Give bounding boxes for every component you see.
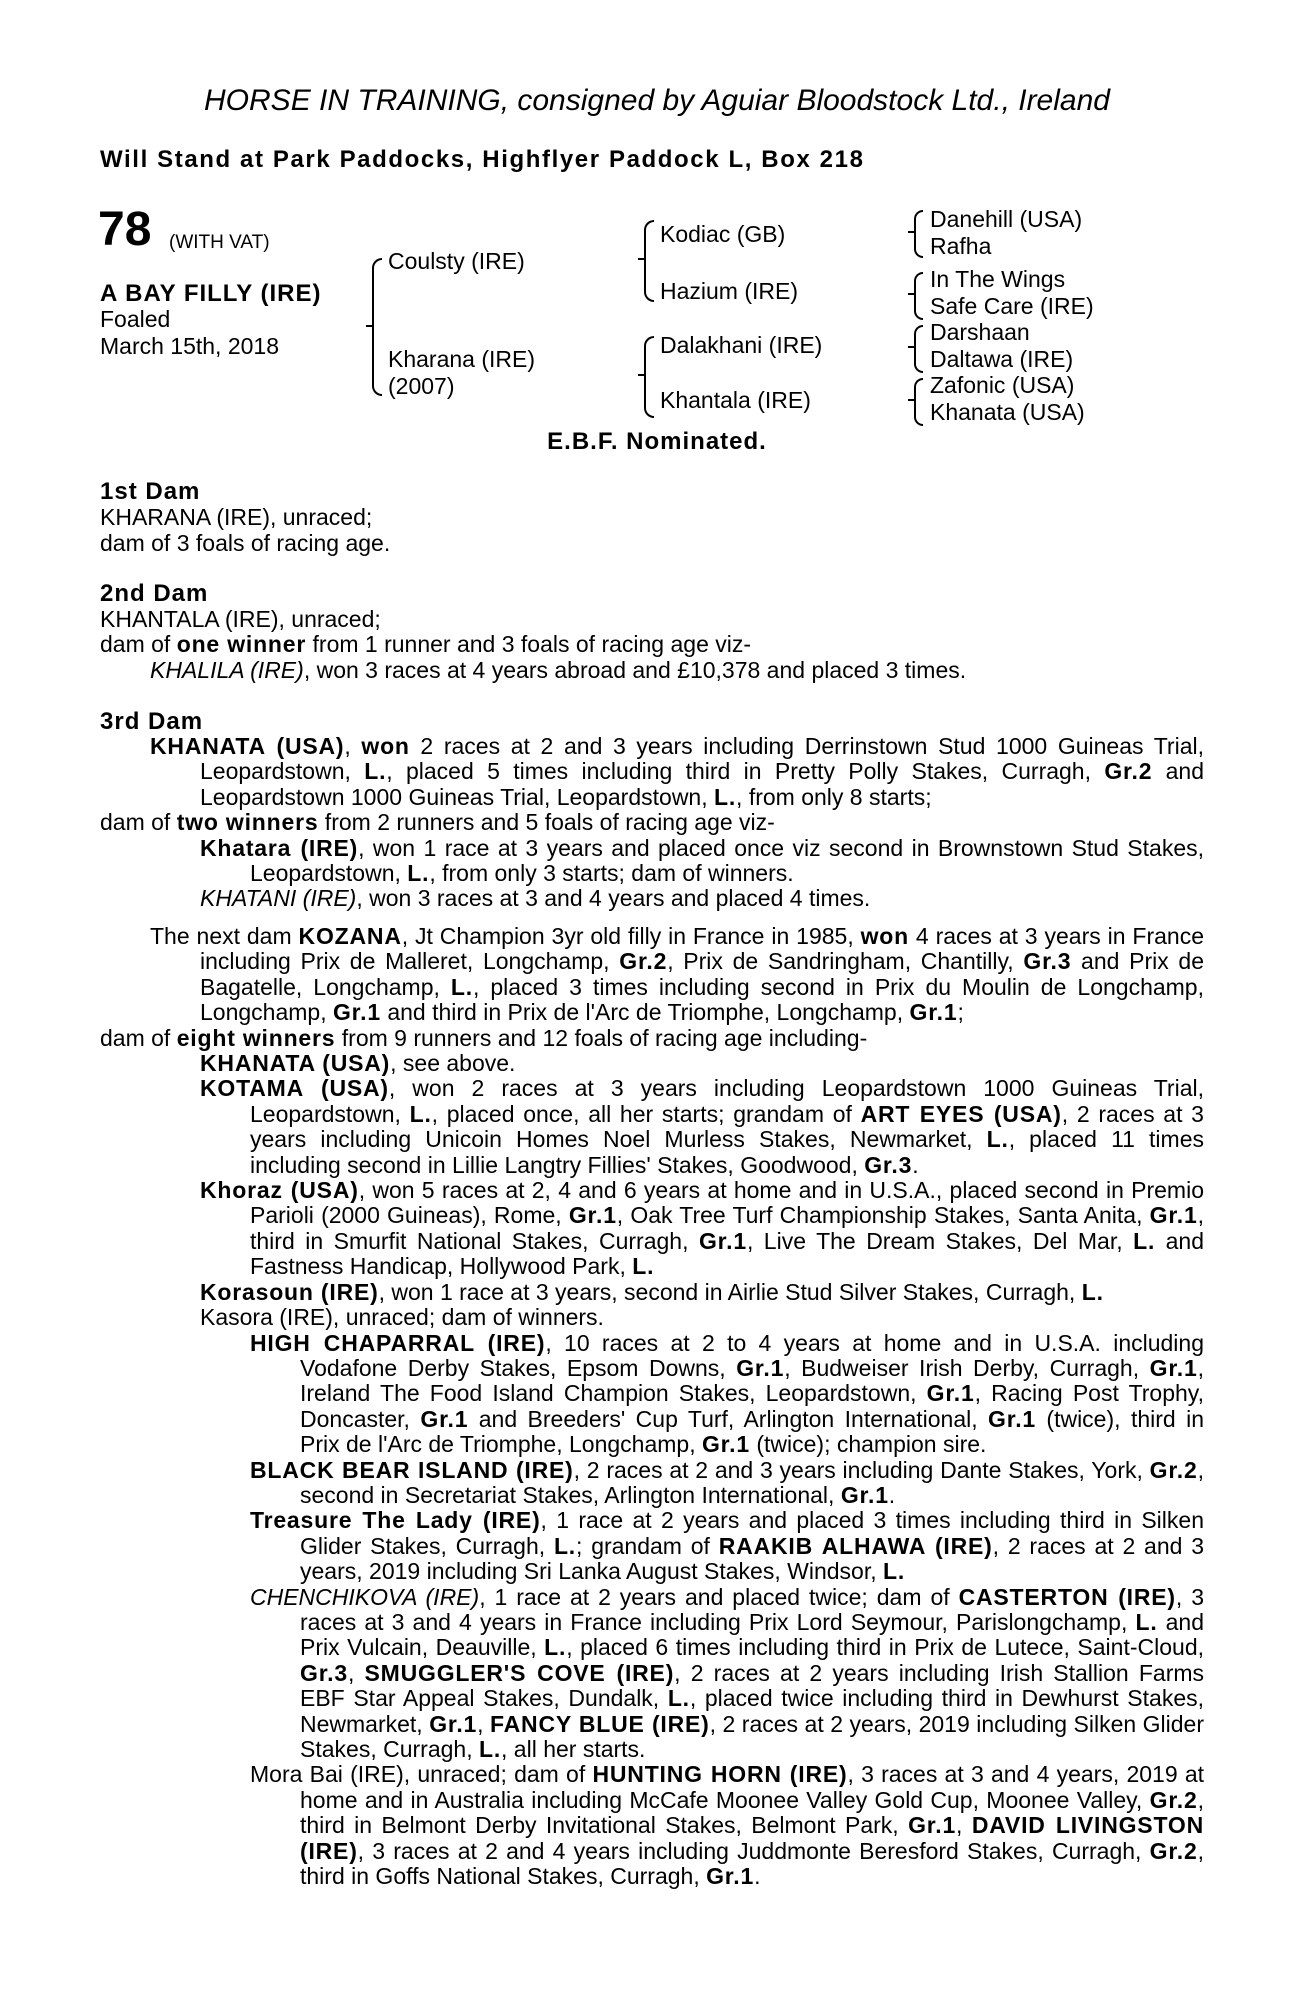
pedigree-bracket-1 xyxy=(372,258,382,396)
third-dam-progeny-2: KHATANI (IRE), won 3 races at 3 and 4 years and placed 4 times. xyxy=(200,885,871,912)
ebf-nominated: E.B.F. Nominated. xyxy=(547,428,767,455)
foaled-label: Foaled xyxy=(100,306,171,332)
dam-year: (2007) xyxy=(388,373,455,399)
kasora-progeny-chenchikova: CHENCHIKOVA (IRE), 1 race at 2 years and placed twice; dam of CASTERTON (IRE), 3 races at 3 and 4 years in France including Prix Lord Seymour, Parislongchamp, L. and Prix Vulcain, Deauville, L., placed 6 times including third in Prix de Lutece, Saint-Cloud, Gr.3, SMUGGLER'S COVE (IRE), 2 races at 2 years including Irish Stallion Farms EBF Star Appeal Stakes, Dundalk, L., placed twice including third in Dewhurst Stakes, Newmarket, Gr.1, FANCY BLUE (IRE), 2 races at 2 years, 2019 including Silken Glider Stakes, Curragh, L., all her starts. xyxy=(250,1583,1205,1762)
next-dam-progeny-kotama: KOTAMA (USA), won 2 races at 3 years including Leopardstown 1000 Guineas Trial, Leopardstown, L., placed once, all her starts; grandam of ART EYES (USA), 2 races at 3 years including Unicoin Homes Noel Murless Stakes, Newmarket, L., placed 11 times including second in Lillie Langtry Fillies' Stakes, Goodwood, Gr.3. xyxy=(200,1075,1204,1178)
page-title: HORSE IN TRAINING, consigned by Aguiar Bloodstock Ltd., Ireland xyxy=(204,84,1110,117)
sire-name: Coulsty (IRE) xyxy=(388,248,525,274)
third-dam-title: 3rd Dam xyxy=(100,708,204,735)
next-dam-progeny-khoraz: Khoraz (USA), won 5 races at 2, 4 and 6 years at home and in U.S.A., placed second in Premio Parioli (2000 Guineas), Rome, Gr.1, Oak Tree Turf Championship Stakes, Santa Anita, Gr.1, third in Smurfit National Stakes, Curragh, Gr.1, Live The Dream Stakes, Del Mar, L. and Fastness Handicap, Hollywood Park, L. xyxy=(200,1177,1204,1280)
gg-name-2: Rafha xyxy=(930,233,992,259)
gg-name-7: Zafonic (USA) xyxy=(930,372,1075,398)
gg-name-4: Safe Care (IRE) xyxy=(930,293,1094,319)
foaled-date: March 15th, 2018 xyxy=(100,333,280,359)
third-dam-section xyxy=(100,734,1204,912)
pedigree-bracket-3d xyxy=(914,378,923,426)
pedigree-bracket-2a xyxy=(644,220,654,302)
stable-location: Will Stand at Park Paddocks, Highflyer Paddock L, Box 218 xyxy=(100,146,865,173)
next-dam-progeny-kasora: Kasora (IRE), unraced; dam of winners. xyxy=(200,1304,604,1331)
second-dam-line-1: KHANTALA (IRE), unraced; xyxy=(100,606,381,632)
next-dam-summary: The next dam KOZANA, Jt Champion 3yr old filly in France in 1985, won 4 races at 3 years in France including Prix de Malleret, Longchamp, Gr.2, Prix de Sandringham, Chantilly, Gr.3 and Prix de Bagatelle, Longchamp, L., placed 3 times including second in Prix du Moulin de Longchamp, Longchamp, Gr.1 and third in Prix de l'Arc de Triomphe, Longchamp, Gr.1; xyxy=(150,923,1204,1026)
third-dam-summary: KHANATA (USA), won 2 races at 2 and 3 years including Derrinstown Stud 1000 Guineas Trial, Leopardstown, L., placed 5 times including third in Pretty Polly Stakes, Curragh, Gr.2 and Leopardstown 1000 Guineas Trial, Leopardstown, L., from only 8 starts; xyxy=(150,733,1204,810)
pedigree-bracket-3b-point xyxy=(908,293,915,295)
kasora-progeny-mora-bai: Mora Bai (IRE), unraced; dam of HUNTING HORN (IRE), 3 races at 3 and 4 years, 2019 at home and in Australia including McCafe Moonee Valley Gold Cup, Moonee Valley, Gr.2, third in Belmont Derby Invitational Stakes, Belmont Park, Gr.1, DAVID LIVINGSTON (IRE), 3 races at 2 and 4 years including Juddmonte Beresford Stakes, Curragh, Gr.2, third in Goffs National Stakes, Curragh, Gr.1. xyxy=(250,1761,1205,1890)
second-dam-progeny-1: KHALILA (IRE), won 3 races at 4 years abroad and £10,378 and placed 3 times. xyxy=(150,656,967,683)
pedigree-bracket-3c-point xyxy=(908,346,915,348)
dam-dam-name: Khantala (IRE) xyxy=(660,387,811,413)
gg-name-8: Khanata (USA) xyxy=(930,399,1085,425)
next-dam-progeny-khanata: KHANATA (USA), see above. xyxy=(200,1050,516,1077)
kasora-progeny-treasure-the-lady: Treasure The Lady (IRE), 1 race at 2 years and placed 3 times including third in Silken Glider Stakes, Curragh, L.; grandam of RAAKIB ALHAWA (IRE), 2 races at 2 and 3 years, 2019 including Sri Lanka August Stakes, Windsor, L. xyxy=(250,1507,1204,1585)
second-dam-section xyxy=(100,607,1204,683)
first-dam-line-1: KHARANA (IRE), unraced; xyxy=(100,504,373,530)
gg-name-3: In The Wings xyxy=(930,266,1066,292)
second-dam-title: 2nd Dam xyxy=(100,580,209,607)
vat-label: (WITH VAT) xyxy=(169,232,270,253)
pedigree-bracket-2a-point xyxy=(638,258,645,260)
third-dam-produce: dam of two winners from 2 runners and 5 foals of racing age viz- xyxy=(100,809,775,836)
third-dam-progeny-1: Khatara (IRE), won 1 race at 3 years and placed once viz second in Brownstown Stud Stakes, Leopardstown, L., from only 3 starts; dam of winners. xyxy=(200,834,1204,887)
sire-sire-name: Kodiac (GB) xyxy=(660,221,786,247)
gg-name-1: Danehill (USA) xyxy=(930,206,1083,232)
pedigree-bracket-2b-point xyxy=(638,374,645,376)
horse-name: A BAY FILLY (IRE) xyxy=(100,280,322,307)
first-dam-line-2: dam of 3 foals of racing age. xyxy=(100,530,391,556)
next-dam-progeny-korasoun: Korasoun (IRE), won 1 race at 3 years, second in Airlie Stud Silver Stakes, Curragh, L. xyxy=(200,1278,1104,1305)
pedigree-bracket-3a xyxy=(914,210,923,258)
gg-name-6: Daltawa (IRE) xyxy=(930,346,1074,372)
pedigree-bracket-3b xyxy=(914,272,923,320)
lot-number: 78 xyxy=(98,203,152,256)
pedigree-bracket-1-point xyxy=(366,325,373,327)
pedigree-bracket-3a-point xyxy=(908,231,915,233)
sire-dam-name: Hazium (IRE) xyxy=(660,278,799,304)
gg-name-5: Darshaan xyxy=(930,319,1030,345)
pedigree-bracket-3c xyxy=(914,325,923,373)
dam-name: Kharana (IRE) xyxy=(388,346,536,372)
next-dam-produce: dam of eight winners from 9 runners and 12 foals of racing age including- xyxy=(100,1024,868,1051)
kasora-progeny-high-chaparral: HIGH CHAPARRAL (IRE), 10 races at 2 to 4 years at home and in U.S.A. including Vodafone Derby Stakes, Epsom Downs, Gr.1, Budweiser Irish Derby, Curragh, Gr.1, Ireland The Food Island Champion Stakes, Leopardstown, Gr.1, Racing Post Trophy, Doncaster, Gr.1 and Breeders' Cup Turf, Arlington International, Gr.1 (twice), third in Prix de l'Arc de Triomphe, Longchamp, Gr.1 (twice); champion sire. xyxy=(250,1329,1205,1458)
pedigree-bracket-2b xyxy=(644,336,654,418)
kasora-progeny-black-bear-island: BLACK BEAR ISLAND (IRE), 2 races at 2 and 3 years including Dante Stakes, York, Gr.2, second in Secretariat Stakes, Arlington International, Gr.1. xyxy=(250,1456,1204,1508)
pedigree-bracket-3d-point xyxy=(908,399,915,401)
dam-sire-name: Dalakhani (IRE) xyxy=(660,332,823,358)
second-dam-line-2: dam of one winner from 1 runner and 3 foals of racing age viz- xyxy=(100,631,752,658)
first-dam-title: 1st Dam xyxy=(100,478,201,505)
next-dam-section xyxy=(100,924,1204,1889)
